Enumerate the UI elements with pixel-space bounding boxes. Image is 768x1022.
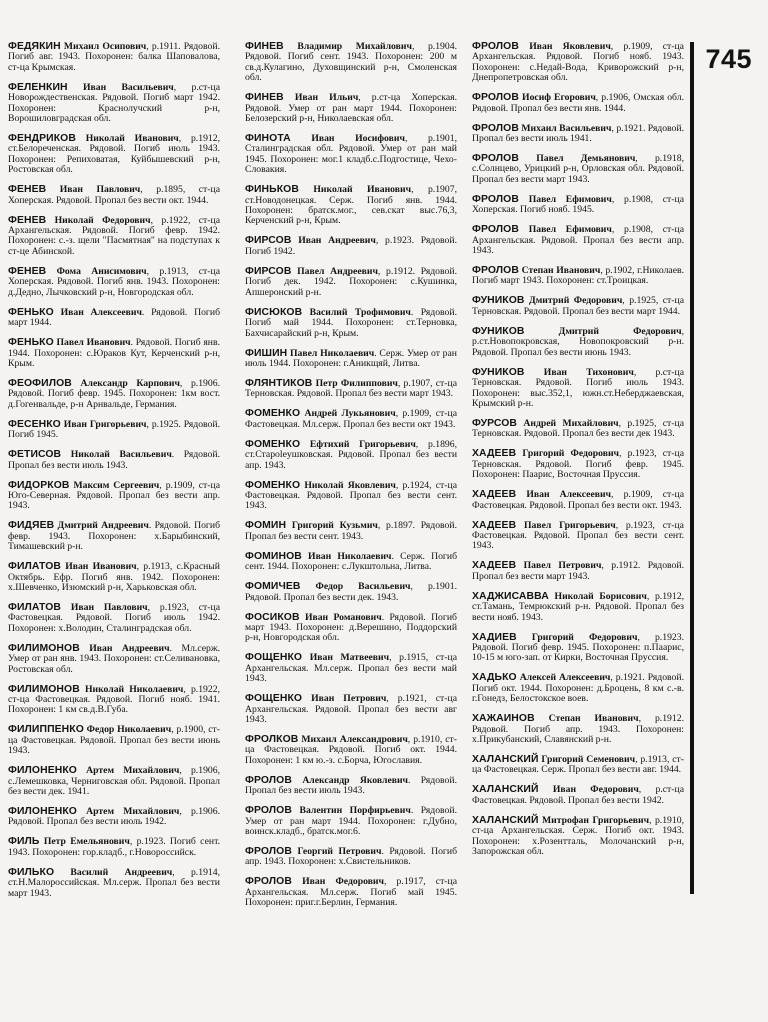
memorial-entry xyxy=(245,847,457,868)
memorial-entry xyxy=(472,785,684,806)
memorial-entry xyxy=(8,308,220,329)
entry-text: , р.1923. Рядовой. Погиб 1942. xyxy=(245,235,458,257)
entry-surname: ХАДЕЕВ xyxy=(472,448,517,460)
entry-text: , р.1913, ст-ца Хоперская. Рядовой. Погиб янв. 1943. Похоронен: д.Дедно, Лычковский р-н, Новгородская обл. xyxy=(8,265,221,298)
entry-given-name: Павел Андреевич xyxy=(297,265,378,277)
entry-given-name: Петр Емельянович xyxy=(43,836,130,848)
memorial-entry xyxy=(8,685,220,716)
entry-given-name: Григорий Федорович xyxy=(531,631,638,643)
memorial-entry xyxy=(8,42,220,73)
entry-given-name: Николай Федорович xyxy=(54,214,151,226)
column-2 xyxy=(245,42,457,918)
entry-text: . Мл.серж. Умер от ран янв. 1943. Похоронен: ст.Селивановка, Ростовская обл. xyxy=(8,642,220,675)
entry-given-name: Андрей Лукьянович xyxy=(304,408,396,420)
memorial-entry xyxy=(472,368,684,410)
memorial-entry xyxy=(245,308,457,339)
entry-text: , р.1906, Омская обл. Рядовой. Пропал без вести янв. 1944. xyxy=(472,92,684,114)
memorial-entry xyxy=(245,877,457,908)
entry-given-name: Федор Николаевич xyxy=(86,724,172,736)
entry-surname: ФРОЛОВ xyxy=(472,92,519,104)
entry-surname: ФРОЛОВ xyxy=(472,193,519,205)
memorial-entry xyxy=(472,42,684,84)
entry-surname: ХАДЕЕВ xyxy=(472,560,517,572)
entry-surname: ФОМЕНКО xyxy=(245,408,301,420)
memorial-entry xyxy=(472,327,684,358)
entry-surname: ХАДЕЕВ xyxy=(472,519,517,531)
entry-text: , р.1923, ст-ца Терновская. Рядовой. Погиб февр. 1945. Похоронен: Паарис, Восточная Пруссия. xyxy=(472,448,684,481)
entry-given-name: Николай Борисович xyxy=(554,590,647,602)
memorial-entry xyxy=(8,807,220,828)
entry-text: , р.1909, ст-ца Фастовецкая. Мл.серж. Пропал без вести окт 1943. xyxy=(245,408,458,430)
entry-given-name: Николай Иванович xyxy=(85,133,179,145)
entry-given-name: Павел Иванович xyxy=(56,337,131,349)
entry-text: , р.1923. Погиб сент. 1943. Похоронен: гор.кладб., г.Новороссийск. xyxy=(8,836,220,858)
entry-given-name: Степан Иванович xyxy=(548,713,639,725)
page-number: 745 xyxy=(705,44,752,74)
entry-given-name: Иосиф Егорович xyxy=(522,92,596,104)
entry-given-name: Иван Павлович xyxy=(59,184,141,196)
entry-surname: ФЕОФИЛОВ xyxy=(8,377,72,389)
entry-surname: ФРОЛОВ xyxy=(245,846,292,858)
entry-given-name: Павел Демьянович xyxy=(536,153,636,165)
entry-text: , р.1896, ст.Староleушковская. Рядовой. Пропал без вести апр. 1943. xyxy=(245,438,458,471)
entry-surname: ФИЛИМОНОВ xyxy=(8,642,80,654)
memorial-entry xyxy=(245,552,457,573)
entry-text: , р.1908, ст-ца Архангельская. Рядовой. Пропал без вести апр. 1943. xyxy=(472,224,684,257)
entry-text: , р.1906, с.Лемешковка, Черниговская обл. Рядовой. Пропал без вести дек. 1941. xyxy=(8,765,221,798)
entry-given-name: Дмитрий Федорович xyxy=(529,295,623,307)
entry-surname: ФИНЕВ xyxy=(245,41,284,52)
memorial-entry xyxy=(472,755,684,776)
memorial-entry xyxy=(245,735,457,766)
entry-surname: ФИЛИППЕНКО xyxy=(8,724,84,736)
memorial-entry xyxy=(8,603,220,634)
entry-given-name: Иван Ильич xyxy=(294,92,359,104)
memorial-entry xyxy=(8,216,220,258)
memorial-entry xyxy=(245,440,457,471)
entry-given-name: Николай Васильевич xyxy=(70,449,172,461)
entry-surname: ФЕЛЕНКИН xyxy=(8,81,68,93)
memorial-entry xyxy=(245,694,457,725)
memorial-entry xyxy=(245,134,457,176)
entry-given-name: Александр Яковлевич xyxy=(302,774,409,786)
entry-surname: ФИРСОВ xyxy=(245,235,292,247)
memorial-entry xyxy=(472,296,684,317)
entry-surname: ФИЛОНЕНКО xyxy=(8,806,77,818)
entry-surname: ФРОЛОВ xyxy=(472,153,519,165)
entry-given-name: Алексей Алексеевич xyxy=(519,672,611,684)
entry-surname: ФРОЛОВ xyxy=(472,265,519,277)
memorial-entry xyxy=(472,93,684,114)
entry-text: , р.1925, ст-ца Терновская. Рядовой. Пропал без вести дек 1943. xyxy=(472,417,684,440)
memorial-entry xyxy=(472,154,684,185)
entry-surname: ФОМИНОВ xyxy=(245,550,302,562)
entry-text: , р.1906. Рядовой. Пропал без вести июль 1942. xyxy=(8,806,221,828)
entry-surname: ФИЛАТОВ xyxy=(8,601,61,613)
entry-text: , р.1923, ст-ца Фастовецкая. Рядовой. Погиб июль 1942. Похоронен: х.Володин, Сталинградская обл. xyxy=(8,601,221,634)
entry-surname: ФИДЯЕВ xyxy=(8,520,55,532)
entry-surname: ФЕНЕВ xyxy=(8,184,47,196)
entry-text: . Рядовой. Погиб май 1944. Похоронен: ст.Терновка, Бахчисарайский р-н, Крым. xyxy=(245,306,457,339)
entry-text: , р.1912, ст.Белореченская. Рядовой. Погиб июль 1943. Похоронен: Репиховатая, Куйбышевский р-н, Ростовская обл. xyxy=(8,133,221,176)
memorial-entry xyxy=(8,450,220,471)
entry-text: , р.1906. Рядовой. Погиб февр. 1945. Похоронен: 1км вост. д.Гогенвальде, р-н Арнвальде, Германия. xyxy=(8,377,221,410)
entry-text: . Рядовой. Погиб янв. 1944. Похоронен: с.Юраков Кут, Керченский р-н, Крым. xyxy=(8,337,220,369)
entry-given-name: Иван Алексеевич xyxy=(526,489,612,501)
entry-given-name: Иван Николаевич xyxy=(308,550,392,562)
entry-surname: ФОЩЕНКО xyxy=(245,652,303,664)
memorial-entry xyxy=(8,134,220,176)
memorial-entry xyxy=(8,868,220,899)
entry-surname: ХАДИЕВ xyxy=(472,631,517,643)
entry-surname: ФЕНЬКО xyxy=(8,337,54,349)
memorial-entry xyxy=(472,521,684,552)
memorial-entry xyxy=(245,806,457,837)
entry-surname: ФЕДЯКИН xyxy=(8,41,61,52)
memorial-entry xyxy=(8,83,220,125)
entry-surname: ХАДЖИСАВВА xyxy=(472,590,549,602)
entry-surname: ФРОЛОВ xyxy=(245,876,292,888)
entry-given-name: Николай Николаевич xyxy=(84,683,184,695)
memorial-entry xyxy=(472,673,684,704)
entry-surname: ФИЛЬ xyxy=(8,836,40,848)
entry-surname: ФИРСОВ xyxy=(245,265,292,277)
entry-given-name: Дмитрий Федорович xyxy=(558,325,682,337)
memorial-entry xyxy=(8,562,220,593)
memorial-entry xyxy=(245,349,457,370)
memorial-entry xyxy=(245,776,457,797)
entry-surname: ХАЛАНСКИЙ xyxy=(472,754,539,765)
entry-text: , р.1912. Рядовой. Погиб апр. 1943. Похоронен: х.Прикубанский, Славянский р-н. xyxy=(472,713,684,745)
entry-text: , р.1922, ст-ца Архангельская. Рядовой. Погиб февр. 1942. Похоронен: с.-з. щели "Пасмятная" на подступах к ст-це Абинской. xyxy=(8,214,221,257)
entry-surname: ФИЛОНЕНКО xyxy=(8,765,77,777)
entry-surname: ФЕТИСОВ xyxy=(8,449,62,461)
memorial-entry xyxy=(245,613,457,644)
column-rule xyxy=(690,42,694,894)
entry-text: , р.1918, с.Солнцево, Урицкий р-н, Орловская обл. Рядовой. Пропал без вести март 1943. xyxy=(472,153,685,185)
entry-given-name: Григорий Кузьмич xyxy=(291,520,378,532)
entry-given-name: Петр Филиппович xyxy=(315,377,398,389)
entry-text: , р.ст.Новопокровская, Новопокровский р-н. Рядовой. Пропал без вести июнь 1943. xyxy=(472,325,684,358)
entry-text: , р.1902, г.Николаев. Погиб март 1943. Похоронен: ст.Троицкая. xyxy=(472,265,684,287)
entry-given-name: Павел Ефимович xyxy=(528,224,612,236)
entry-given-name: Максим Сергеевич xyxy=(73,479,160,491)
entry-given-name: Павел Николаевич xyxy=(290,347,375,359)
memorial-entry xyxy=(8,338,220,369)
entry-surname: ФЕНЬКО xyxy=(8,306,54,318)
entry-given-name: Иван Яковлевич xyxy=(529,41,611,52)
entry-given-name: Иван Васильевич xyxy=(82,81,174,93)
memorial-entry xyxy=(245,185,457,227)
entry-surname: ФРОЛОВ xyxy=(472,122,519,134)
entry-surname: ХАЖАИНОВ xyxy=(472,713,535,725)
entry-text: , р.1924, ст-ца Фастовецкая. Рядовой. Пропал без вести сент. 1943. xyxy=(245,479,458,512)
memorial-entry xyxy=(8,725,220,756)
entry-text: , р.1900, ст-ца Фастовецкая. Рядовой. Пропал без вести июнь 1943. xyxy=(8,724,221,757)
entry-surname: ФОМЕНКО xyxy=(245,438,301,450)
entry-text: , р.1913, ст-ца Фастовецкая. Серж. Пропал без вести авг. 1944. xyxy=(472,754,684,776)
entry-text: , р.1922, ст-ца Фастовецкая. Рядовой. Погиб нояб. 1941. Похоронен: 1 км св.д.В.Губа. xyxy=(8,683,221,716)
entry-given-name: Михаил Васильевич xyxy=(521,122,612,134)
memorial-entry xyxy=(245,267,457,298)
entry-surname: ФЕНЕВ xyxy=(8,265,47,277)
entry-surname: ФРОЛКОВ xyxy=(245,734,299,745)
memorial-entry xyxy=(8,185,220,206)
entry-text: , р.1912, ст.Тамань, Темрюкский р-н. Рядовой. Пропал без вести нояб. 1943. xyxy=(472,590,685,623)
entry-given-name: Павел Петрович xyxy=(523,560,602,572)
memorial-entry xyxy=(472,225,684,256)
entry-text: , р.1914, ст.Н.Малороссийская. Мл.серж. Пропал без вести март 1943. xyxy=(8,866,221,899)
entry-surname: ХАЛАНСКИЙ xyxy=(472,814,539,826)
entry-given-name: Иван Иосифович xyxy=(311,133,405,145)
column-3 xyxy=(472,42,684,867)
entry-given-name: Иван Федорович xyxy=(302,876,384,888)
memorial-entry xyxy=(472,419,684,440)
entry-given-name: Артем Михайлович xyxy=(86,765,180,777)
entry-surname: ФИСЮКОВ xyxy=(245,306,303,318)
entry-surname: ФИЛИМОНОВ xyxy=(8,683,80,695)
entry-text: , р.1908, ст-ца Хоперская. Погиб нояб. 1945. xyxy=(472,193,684,216)
entry-text: , р.1912. Рядовой. Погиб дек. 1942. Похоронен: с.Кушинка, Апшеронский р-н. xyxy=(245,265,457,298)
memorial-entry xyxy=(245,236,457,257)
memorial-entry xyxy=(8,420,220,441)
entry-surname: ФИНОТА xyxy=(245,133,291,145)
entry-surname: ФОСИКОВ xyxy=(245,611,300,623)
entry-surname: ФУНИКОВ xyxy=(472,366,525,378)
entry-surname: ФОЩЕНКО xyxy=(245,693,303,705)
entry-text: . Рядовой. Пропал без вести июль 1943. xyxy=(245,774,457,797)
entry-surname: ХАЛАНСКИЙ xyxy=(472,784,539,796)
memorial-entry xyxy=(472,449,684,480)
entry-text: , р.1911. Рядовой. Погиб авг. 1943. Похоронен: балка Шаповалова, ст-ца Крымская. xyxy=(8,41,220,73)
entry-text: . Серж. Умер от ран июль 1944. Похоронен: г.Аникщяй, Литва. xyxy=(245,347,457,369)
entry-given-name: Андрей Михайлович xyxy=(523,417,619,429)
memorial-entry xyxy=(245,379,457,400)
entry-given-name: Иван Федорович xyxy=(552,784,639,796)
entry-surname: ХАДЕЕВ xyxy=(472,489,517,501)
entry-given-name: Дмитрий Андреевич xyxy=(57,520,149,532)
entry-text: . Рядовой. Пропал без вести июль 1943. xyxy=(8,449,220,471)
entry-surname: ФОМИН xyxy=(245,520,287,532)
entry-given-name: Митрофан Григорьевич xyxy=(542,814,650,826)
entry-text: , р.1909, ст-ца Юго-Северная. Рядовой. Пропал без вести апр. 1943. xyxy=(8,479,221,512)
entry-surname: ФРОЛОВ xyxy=(245,774,292,786)
entry-text: , р.1901. Рядовой. Пропал без вести дек. 1943. xyxy=(245,581,457,603)
entry-text: , р.1895, ст-ца Хоперская. Рядовой. Пропал без вести окт. 1944. xyxy=(8,184,221,206)
memorial-entry xyxy=(8,837,220,858)
entry-text: , р.1913, с.Красный Октябрь. Ефр. Погиб янв. 1942. Похоронен: х.Шевченко, Изюмский р-н, Харьковская обл. xyxy=(8,561,220,593)
entry-text: . Рядовой. Погиб март 1944. xyxy=(8,306,220,329)
memorial-entry xyxy=(8,481,220,512)
entry-given-name: Николай Иванович xyxy=(313,184,412,196)
entry-surname: ФОМИЧЕВ xyxy=(245,581,301,593)
memorial-entry xyxy=(245,42,457,84)
entry-given-name: Иван Григорьевич xyxy=(63,418,147,430)
entry-text: . Рядовой. Погиб февр. 1943. Похоронен: х.Барыбинский, Тимашевский р-н. xyxy=(8,520,220,553)
entry-surname: ХАДЬКО xyxy=(472,672,517,684)
entry-given-name: Георгий Петрович xyxy=(297,846,382,858)
memorial-entry xyxy=(472,714,684,745)
entry-given-name: Валентин Порфирьевич xyxy=(299,805,411,817)
entry-surname: ФИНЬКОВ xyxy=(245,184,299,196)
memorial-entry xyxy=(245,521,457,542)
entry-surname: ФИДОРКОВ xyxy=(8,479,70,491)
memorial-entry xyxy=(472,490,684,511)
entry-surname: ФРОЛОВ xyxy=(472,41,519,52)
entry-surname: ФИНЕВ xyxy=(245,92,284,104)
entry-surname: ФУНИКОВ xyxy=(472,325,525,337)
memorial-entry xyxy=(472,124,684,145)
entry-given-name: Иван Петрович xyxy=(311,693,387,705)
entry-text: . Рядовой. Погиб апр. 1943. Похоронен: х.Свистельников. xyxy=(245,846,458,868)
entry-text: , р.1909, ст-ца Архангельская. Рядовой. Погиб нояб. 1943. Похоронен: с.Недай-Вода, Криворожский р-н, Днепропетровская обл. xyxy=(472,41,684,84)
entry-given-name: Иван Андреевич xyxy=(89,642,170,654)
entry-given-name: Михаил Александрович xyxy=(301,734,408,745)
entry-given-name: Иван Иванович xyxy=(65,561,137,573)
entry-text: , р.1910, ст-ца Фастовецкая. Рядовой. Погиб окт. 1944. Похоронен: 1 км ю.-з. с.Борча, Югославия. xyxy=(245,734,458,766)
entry-text: . Рядовой. Умер от ран март 1944. Похоронен: г.Дубно, воинск.кладб., братск.мог.6. xyxy=(245,805,457,838)
entry-text: , р.1921, ст-ца Архангельская. Рядовой. Пропал без вести авг 1943. xyxy=(245,693,458,725)
entry-surname: ФЕНДРИКОВ xyxy=(8,133,76,145)
entry-given-name: Фома Анисимович xyxy=(56,265,147,277)
entry-given-name: Степан Иванович xyxy=(521,265,601,277)
memorial-entry xyxy=(8,379,220,410)
entry-text: , р.ст-ца Фастовецкая. Рядовой. Пропал без вести 1942. xyxy=(472,784,684,806)
entry-given-name: Иван Романович xyxy=(304,611,382,623)
entry-text: , р.1921. Рядовой. Пропал без вести июль 1941. xyxy=(472,122,685,145)
entry-given-name: Григорий Федорович xyxy=(522,448,620,460)
entry-text: , р.1925, ст-ца Терновская. Рядовой. Пропал без вести март 1944. xyxy=(472,295,684,317)
memorial-entry xyxy=(472,195,684,216)
entry-given-name: Иван Матвеевич xyxy=(309,652,390,664)
entry-given-name: Владимир Михайлович xyxy=(297,41,412,52)
column-1 xyxy=(8,42,220,909)
entry-surname: ФУНИКОВ xyxy=(472,295,525,307)
memorial-entry xyxy=(8,644,220,675)
entry-given-name: Иван Павлович xyxy=(70,601,148,613)
entry-text: , р.1910, ст-ца Архангельская. Серж. Погиб окт. 1943. Похоронен: х.Розентталь, Молочанский р-н, Запорожская обл. xyxy=(472,814,685,858)
entry-given-name: Александр Карпович xyxy=(80,377,180,389)
memorial-entry xyxy=(245,481,457,512)
entry-given-name: Василий Трофимович xyxy=(309,306,411,318)
entry-given-name: Иван Алексеевич xyxy=(60,306,142,318)
entry-surname: ФЕСЕНКО xyxy=(8,418,61,430)
entry-given-name: Павел Григорьевич xyxy=(523,519,616,531)
entry-given-name: Николай Яковлевич xyxy=(304,479,396,491)
entry-surname: ФОМЕНКО xyxy=(245,479,301,491)
memorial-entry xyxy=(245,93,457,124)
memorial-entry xyxy=(8,766,220,797)
memorial-entry xyxy=(245,409,457,430)
entry-surname: ФЛЯНТИКОВ xyxy=(245,377,313,389)
entry-text: , р.1904. Рядовой. Погиб сент. 1943. Похоронен: 200 м св.д.Кулагино, Духовщинский р-н, Смоленская обл. xyxy=(245,41,458,84)
entry-text: , р.ст-ца Терновская. Рядовой. Погиб июль 1943. Похоронен: выс.352,1, южн.ст.Неберджаевская, Крымский р-н. xyxy=(472,366,685,409)
entry-surname: ФУРСОВ xyxy=(472,417,518,429)
entry-text: , р.1901, Сталинградская обл. Рядовой. Умер от ран май 1945. Похоронен: мог.1 кладб.с.Подгостице, Чехо-Словакия. xyxy=(245,133,458,176)
entry-text: , р.1921. Рядовой. Погиб окт. 1944. Похоронен: д.Броцень, 8 км с.-в. г.Гонедз, Белостокское воев. xyxy=(472,672,684,705)
entry-given-name: Иван Тихонович xyxy=(543,366,634,378)
entry-text: , р.1907, ст-ца Терновская. Рядовой. Пропал без вести март 1943. xyxy=(245,377,457,400)
entry-text: , р.1923, ст-ца Фастовецкая. Рядовой. Пропал без вести сент. 1943. xyxy=(472,519,684,552)
entry-text: , р.1923. Рядовой. Погиб февр. 1945. Похоронен: п.Паарис, 10-15 м юго-зап. от Кирки, Восточная Пруссия. xyxy=(472,631,685,664)
memorial-entry xyxy=(8,521,220,552)
entry-surname: ФИШИН xyxy=(245,347,288,359)
memorial-entry xyxy=(472,816,684,858)
entry-text: , р.1917, ст-ца Архангельская. Мл.серж. Погиб май 1945. Похоронен: приг.г.Берлин, Германия. xyxy=(245,876,458,909)
memorial-entry xyxy=(245,582,457,603)
entry-surname: ФРОЛОВ xyxy=(245,805,292,817)
memorial-entry xyxy=(472,633,684,664)
memorial-entry xyxy=(472,266,684,287)
entry-given-name: Артем Михайлович xyxy=(86,806,180,818)
entry-text: , р.ст-ца Хоперская. Рядовой. Умер от ран март 1944. Похоронен: Белозерский р-н, Николаевская обл. xyxy=(245,92,457,125)
entry-text: , р.ст-ца Новорождественская. Рядовой. Погиб март 1942. Похоронен: Краснолучский р-н, Ворошиловградская обл. xyxy=(8,81,221,125)
entry-surname: ФРОЛОВ xyxy=(472,224,519,236)
entry-given-name: Василий Андреевич xyxy=(70,866,173,878)
entry-text: , р.1907, ст.Новодонецкая. Серж. Погиб янв. 1944. Похоронен: братск.мог., сев.скат выс.76,3, Керченский р-н, Крым. xyxy=(245,184,457,227)
entry-surname: ФИЛЬКО xyxy=(8,866,55,878)
memorial-entry xyxy=(472,592,684,623)
entry-given-name: Федор Васильевич xyxy=(315,581,411,593)
entry-given-name: Григорий Семенович xyxy=(541,754,636,765)
entry-text: , р.1925. Рядовой. Погиб 1945. xyxy=(8,418,220,441)
entry-surname: ФЕНЕВ xyxy=(8,214,47,226)
memorial-entry xyxy=(8,267,220,298)
entry-text: , р.1912. Рядовой. Пропал без вести март 1943. xyxy=(472,560,685,582)
entry-given-name: Павел Ефимович xyxy=(528,193,612,205)
entry-text: . Серж. Погиб сент. 1944. Похоронен: с.Лукштольна, Литва. xyxy=(245,550,457,573)
entry-text: , р.1915, ст-ца Архангельская. Мл.серж. Пропал без вести май 1943. xyxy=(245,652,458,685)
entry-text: , р.1909, ст-ца Фастовецкая. Рядовой. Пропал без вести окт. 1943. xyxy=(472,489,685,511)
memorial-entry xyxy=(472,561,684,582)
memorial-entry xyxy=(245,653,457,684)
entry-surname: ФИЛАТОВ xyxy=(8,561,61,573)
entry-text: . Рядовой. Погиб март 1943. Похоронен: д.Верешино, Поддорский р-н, Новгородская обл. xyxy=(245,611,457,644)
entry-given-name: Ефтихий Григорьевич xyxy=(309,438,416,450)
entry-given-name: Михаил Осипович xyxy=(63,41,147,52)
entry-given-name: Иван Андреевич xyxy=(298,235,376,247)
entry-text: , р.1897. Рядовой. Пропал без вести сент. 1943. xyxy=(245,520,457,542)
